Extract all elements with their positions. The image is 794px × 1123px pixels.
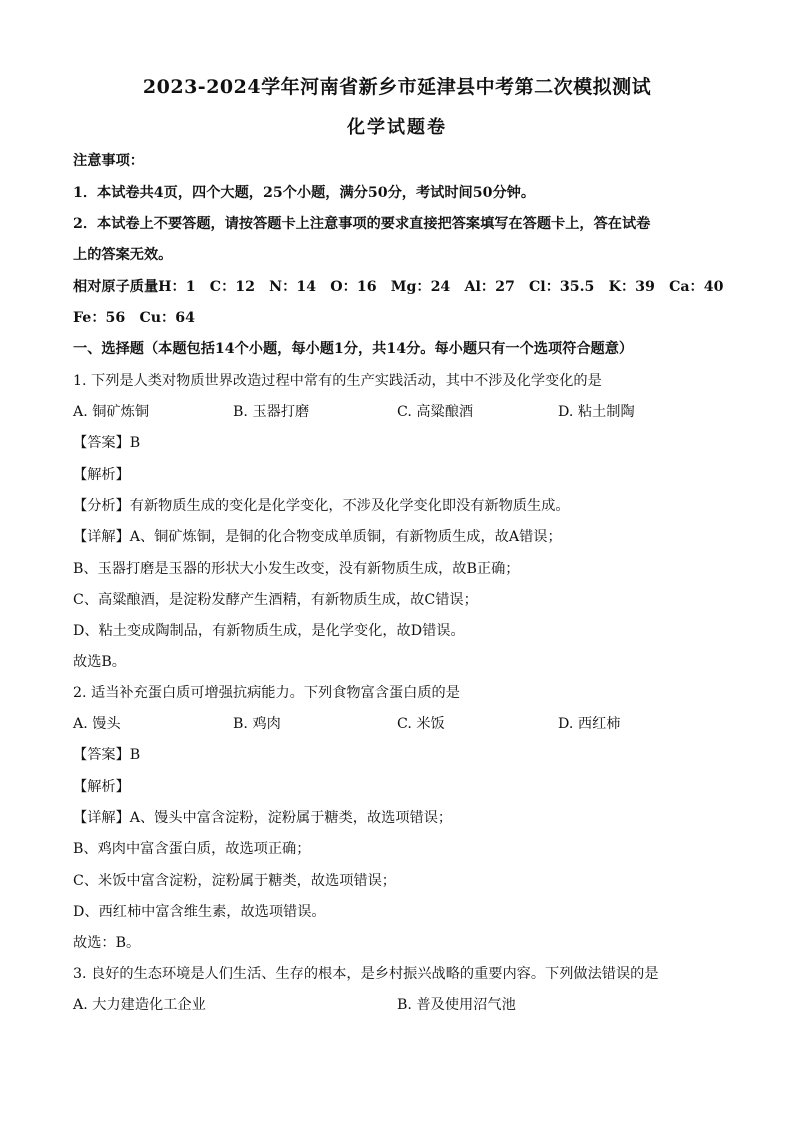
atomic-mass-line-2: Fe：56 Cu：64 [73, 310, 195, 326]
question-2-answer: 【答案】B [73, 747, 141, 763]
question-3-options [73, 994, 733, 1014]
question-2-detail-b: B、鸡肉中富含蛋白质，故选项正确； [73, 841, 311, 857]
question-2-stem: 2. 适当补充蛋白质可增强抗病能力。下列食物富含蛋白质的是 [73, 685, 460, 701]
question-1-options [73, 401, 733, 421]
question-2-detail-d: D、西红柿中富含维生素，故选项错误。 [73, 904, 326, 920]
question-1-option-d: D. 粘土制陶 [558, 404, 635, 420]
question-3-stem: 3. 良好的生态环境是人们生活、生存的根本，是乡村振兴战略的重要内容。下列做法错误的是 [73, 966, 659, 982]
exam-title: 2023-2024学年河南省新乡市延津县中考第二次模拟测试 [142, 76, 652, 98]
question-1-fenxi: 【分析】有新物质生成的变化是化学变化，不涉及化学变化即没有新物质生成。 [73, 498, 570, 514]
section-1-heading: 一、选择题（本题包括14个小题，每小题1分，共14分。每小题只有一个选项符合题意） [73, 341, 634, 357]
question-2-conclusion: 故选：B。 [73, 935, 141, 951]
question-3-option-b: B. 普及使用沼气池 [397, 997, 516, 1013]
question-2-detail-c: C、米饭中富含淀粉，淀粉属于糖类，故选项错误； [73, 873, 396, 889]
question-2-analysis-label: 【解析】 [73, 779, 130, 795]
question-1-detail-a: 【详解】A、铜矿炼铜，是铜的化合物变成单质铜，有新物质生成，故A错误； [73, 529, 562, 545]
question-1-stem: 1. 下列是人类对物质世界改造过程中常有的生产实践活动，其中不涉及化学变化的是 [73, 373, 602, 389]
question-1-conclusion: 故选B。 [73, 654, 126, 670]
question-1-option-b: B. 玉器打磨 [233, 404, 310, 420]
notice-item-2-line-2: 上的答案无效。 [73, 247, 173, 263]
question-2-option-d: D. 西红柿 [558, 716, 621, 732]
question-2-option-c: C. 米饭 [397, 716, 445, 732]
atomic-mass-line-1: 相对原子质量H：1 C：12 N：14 O：16 Mg：24 Al：27 Cl：35.5 K：39 Ca：40 [73, 279, 724, 295]
question-2-option-b: B. 鸡肉 [233, 716, 281, 732]
question-3-option-a: A. 大力建造化工企业 [73, 997, 206, 1013]
question-1-option-c: C. 高粱酿酒 [397, 404, 474, 420]
question-2-options [73, 713, 733, 733]
question-1-detail-b: B、玉器打磨是玉器的形状大小发生改变，没有新物质生成，故B正确； [73, 561, 520, 577]
question-1-analysis-label: 【解析】 [73, 467, 130, 483]
exam-subtitle: 化学试题卷 [347, 117, 447, 138]
question-1-answer: 【答案】B [73, 435, 141, 451]
notice-item-2-line-1: 2．本试卷上不要答题，请按答题卡上注意事项的要求直接把答案填写在答题卡上，答在试卷 [73, 216, 651, 232]
question-2-detail-a: 【详解】A、馒头中富含淀粉，淀粉属于糖类，故选项错误； [73, 810, 453, 826]
question-1-option-a: A. 铜矿炼铜 [73, 404, 150, 420]
notice-heading: 注意事项： [73, 153, 144, 169]
question-1-detail-c: C、高粱酿酒，是淀粉发酵产生酒精，有新物质生成，故C错误； [73, 592, 478, 608]
question-2-option-a: A. 馒头 [73, 716, 121, 732]
notice-item-1: 1．本试卷共4页，四个大题，25个小题，满分50分，考试时间50分钟。 [73, 185, 536, 201]
question-1-detail-d: D、粘土变成陶制品，有新物质生成，是化学变化，故D错误。 [73, 623, 465, 639]
